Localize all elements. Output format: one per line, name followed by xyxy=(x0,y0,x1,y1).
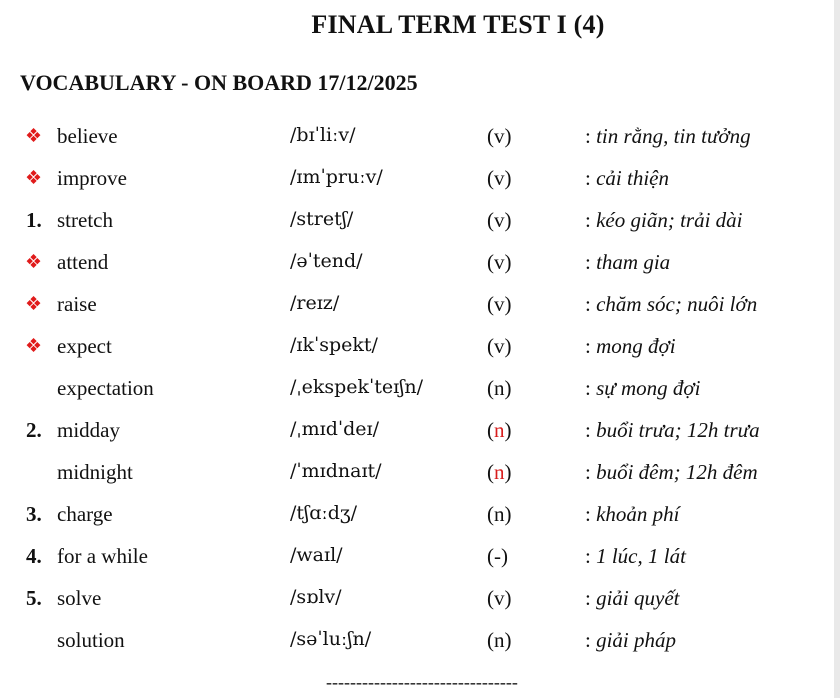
vocab-pos: (v) xyxy=(487,334,512,358)
bullet-diamond-icon: ❖ xyxy=(25,126,43,147)
vocab-pos: (n) xyxy=(487,460,512,484)
vocab-meaning: : buổi trưa; 12h trưa xyxy=(585,418,760,442)
vocabulary-list xyxy=(0,115,834,661)
vocab-meaning: : giải quyết xyxy=(585,586,680,610)
vocab-word: solve xyxy=(57,586,102,610)
vocab-meaning: : tham gia xyxy=(585,250,671,274)
vocab-ipa: /ˌmɪdˈdeɪ/ xyxy=(290,418,379,440)
vocab-ipa: /tʃɑːdʒ/ xyxy=(290,502,358,524)
vocab-meaning: : chăm sóc; nuôi lớn xyxy=(585,292,758,316)
vocab-meaning: : tin rằng, tin tưởng xyxy=(585,124,751,148)
vocab-ipa: /sɒlv/ xyxy=(290,586,342,608)
vocab-meaning: : buổi đêm; 12h đêm xyxy=(585,460,758,484)
vocab-row xyxy=(0,577,834,619)
vocab-meaning: : khoản phí xyxy=(585,502,680,526)
document-title: FINAL TERM TEST I (4) xyxy=(311,10,605,39)
vocab-row xyxy=(0,409,834,451)
vocab-ipa: /əˈtend/ xyxy=(290,250,363,272)
item-number: 1. xyxy=(26,208,42,232)
vocab-word: improve xyxy=(57,166,127,190)
vocab-ipa: /ɪmˈpruːv/ xyxy=(290,166,383,188)
vocab-row xyxy=(0,283,834,325)
vocab-meaning: : giải pháp xyxy=(585,628,677,652)
vocab-row xyxy=(0,451,834,493)
separator-line: -------------------------------- xyxy=(326,672,518,692)
vocab-pos: (v) xyxy=(487,292,512,316)
bullet-diamond-icon: ❖ xyxy=(25,336,43,357)
item-number: 5. xyxy=(26,586,42,610)
item-number: 3. xyxy=(26,502,42,526)
vocab-pos: (v) xyxy=(487,586,512,610)
vocab-row xyxy=(0,115,834,157)
vocab-pos: (n) xyxy=(487,418,512,442)
vocab-word: for a while xyxy=(57,544,148,568)
bullet-diamond-icon: ❖ xyxy=(25,294,43,315)
vocab-word: expect xyxy=(57,334,112,358)
vocab-pos: (v) xyxy=(487,166,512,190)
vocab-ipa: /bɪˈliːv/ xyxy=(290,124,356,146)
bullet-diamond-icon: ❖ xyxy=(25,252,43,273)
scroll-edge xyxy=(834,0,840,698)
vocab-pos: (v) xyxy=(487,250,512,274)
vocab-ipa: /ˌekspekˈteɪʃn/ xyxy=(290,376,424,398)
vocab-word: expectation xyxy=(57,376,154,400)
vocab-ipa: /ɪkˈspekt/ xyxy=(290,334,378,356)
vocab-row xyxy=(0,241,834,283)
vocab-ipa: /reɪz/ xyxy=(290,292,340,314)
vocab-word: midnight xyxy=(57,460,133,484)
vocab-pos: (n) xyxy=(487,628,512,652)
item-number: 2. xyxy=(26,418,42,442)
vocab-word: midday xyxy=(57,418,120,442)
vocab-word: stretch xyxy=(57,208,113,232)
vocab-ipa: /ˈmɪdnaɪt/ xyxy=(290,460,382,482)
vocab-pos: (n) xyxy=(487,502,512,526)
vocab-meaning: : kéo giãn; trải dài xyxy=(585,208,743,232)
vocab-ipa: /səˈluːʃn/ xyxy=(290,628,372,650)
vocab-meaning: : cải thiện xyxy=(585,166,669,190)
vocab-word: believe xyxy=(57,124,118,148)
vocab-row xyxy=(0,199,834,241)
item-number: 4. xyxy=(26,544,42,568)
vocab-pos: (-) xyxy=(487,544,508,568)
vocab-word: attend xyxy=(57,250,109,274)
vocab-pos: (v) xyxy=(487,208,512,232)
vocab-row xyxy=(0,157,834,199)
document-subtitle: VOCABULARY - ON BOARD 17/12/2025 xyxy=(20,70,418,95)
vocab-ipa: /waɪl/ xyxy=(290,544,343,566)
vocab-pos: (v) xyxy=(487,124,512,148)
vocab-ipa: /stretʃ/ xyxy=(290,208,354,230)
vocab-row xyxy=(0,367,834,409)
vocab-row xyxy=(0,325,834,367)
vocab-pos: (n) xyxy=(487,376,512,400)
vocab-word: charge xyxy=(57,502,113,526)
vocab-row xyxy=(0,619,834,661)
vocab-word: raise xyxy=(57,292,97,316)
vocab-meaning: : sự mong đợi xyxy=(585,376,701,400)
vocab-row xyxy=(0,493,834,535)
vocab-row xyxy=(0,535,834,577)
bullet-diamond-icon: ❖ xyxy=(25,168,43,189)
vocab-word: solution xyxy=(57,628,125,652)
vocab-meaning: : 1 lúc, 1 lát xyxy=(585,544,686,568)
vocab-meaning: : mong đợi xyxy=(585,334,676,358)
